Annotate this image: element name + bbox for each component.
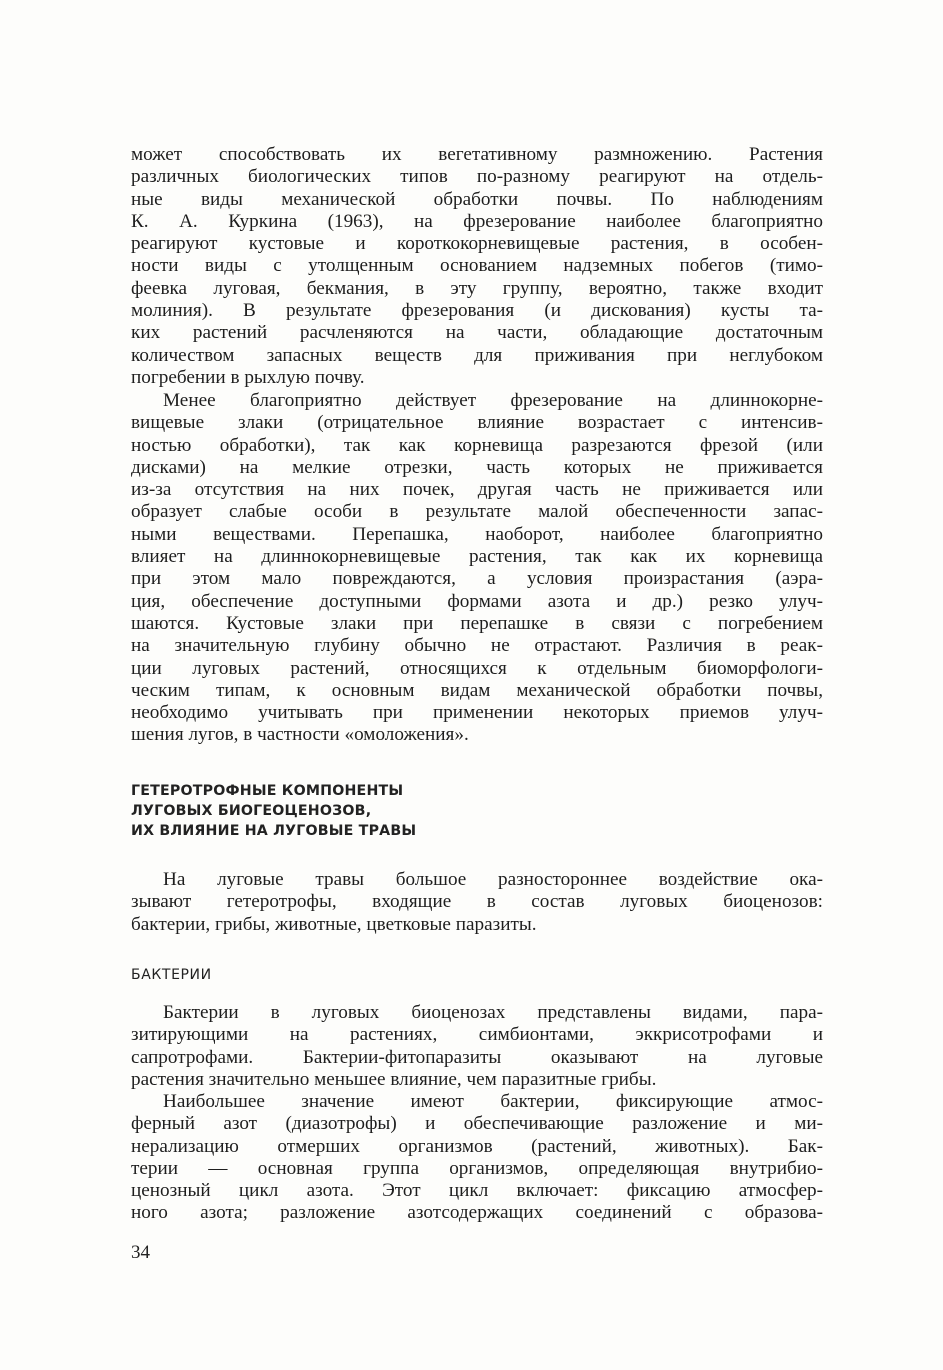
text-line: вищевые злаки (отрицательное влияние возрастает с интенсив- — [131, 412, 823, 434]
text-line: различных биологических типов по-разному реагируют на отдель- — [131, 166, 823, 188]
section-heading — [131, 781, 631, 841]
text-line: ные виды механической обработки почвы. По наблюдениям — [131, 188, 823, 210]
paragraph-vegetative-reproduction — [131, 144, 823, 389]
text-line: реагируют кустовые и короткокорневищевые растения, в особен- — [131, 233, 823, 255]
text-line: влияет на длиннокорневищевые растения, так как их корневища — [131, 546, 823, 568]
text-line: бактерии, грибы, животные, цветковые паразиты. — [131, 913, 537, 935]
text-line: Менее благоприятно действует фрезерование на длиннокорне- — [163, 390, 823, 411]
heading-line: ЛУГОВЫХ БИОГЕОЦЕНОЗОВ, — [131, 803, 372, 819]
paragraph-nitrogen-cycle — [131, 1091, 823, 1225]
text-line: образует слабые особи в результате малой обеспеченности запас- — [131, 501, 823, 523]
text-line: феевка луговая, бекмания, в эту группу, вероятно, также входит — [131, 277, 823, 299]
heading-line: ГЕТЕРОТРОФНЫЕ КОМПОНЕНТЫ — [131, 783, 404, 799]
text-line: из-за отсутствия на них почек, другая часть не приживается или — [131, 479, 823, 501]
text-line: молиния). В результате фрезерования (и дискования) кусты та- — [131, 300, 823, 322]
page-number: 34 — [131, 1242, 150, 1263]
text-line: на значительную глубину обычно не отрастают. Различия в реак- — [131, 635, 823, 657]
text-line: дисками) на мелкие отрезки, часть которых не приживается — [131, 456, 823, 478]
text-line: необходимо учитывать при применении некоторых приемов улуч- — [131, 702, 823, 724]
text-line: ными веществами. Перепашка, наоборот, наиболее благоприятно — [131, 523, 823, 545]
text-line: зывают гетеротрофы, входящие в состав луговых биоценозов: — [131, 891, 823, 913]
text-line: ции луговых растений, относящихся к отдельным биоморфологи- — [131, 657, 823, 679]
text-line: терии — основная группа организмов, определяющая внутрибио- — [131, 1157, 823, 1179]
text-line: К. А. Куркина (1963), на фрезерование наиболее благоприятно — [131, 210, 823, 232]
text-line: ности виды с утолщенным основанием надземных побегов (тимо- — [131, 255, 823, 277]
paragraph-milling-effects — [131, 390, 823, 747]
text-line: ного азота; разложение азотсодержащих соединений с образова- — [131, 1202, 823, 1224]
text-line: шения лугов, в частности «омоложения». — [131, 724, 469, 746]
text-line: зитирующими на растениях, симбионтами, эккрисотрофами и — [131, 1024, 823, 1046]
text-line: при этом мало повреждаются, а условия произрастания (аэра- — [131, 568, 823, 590]
heading-line: ИХ ВЛИЯНИЕ НА ЛУГОВЫЕ ТРАВЫ — [131, 823, 417, 839]
text-line: погребении в рыхлую почву. — [131, 366, 365, 388]
subsection-heading: БАКТЕРИИ — [131, 967, 212, 983]
text-line: ких растений расчленяются на части, обладающие достаточным — [131, 322, 823, 344]
text-line: шаются. Кустовые злаки при перепашке в связи с погребением — [131, 612, 823, 634]
text-line: может способствовать их вегетативному размножению. Растения — [131, 144, 823, 165]
text-line: нерализацию отмерших организмов (растений, животных). Бак- — [131, 1135, 823, 1157]
text-line: количеством запасных веществ для приживания при неглубоком — [131, 344, 823, 366]
text-line: сапротрофами. Бактерии-фитопаразиты оказывают на луговые — [131, 1046, 823, 1068]
text-line: ция, обеспечение доступными формами азота и др.) резко улуч- — [131, 590, 823, 612]
paragraph-heterotrophs-intro — [131, 869, 823, 936]
text-line: На луговые травы большое разностороннее воздействие ока- — [163, 869, 823, 890]
text-line: растения значительно меньшее влияние, чем паразитные грибы. — [131, 1068, 657, 1090]
text-line: ностью обработки), так как корневища разрезаются фрезой (или — [131, 434, 823, 456]
text-line: ценозный цикл азота. Этот цикл включает: фиксацию атмосфер- — [131, 1180, 823, 1202]
text-line: Бактерии в луговых биоценозах представлены видами, пара- — [163, 1002, 823, 1023]
text-line: ческим типам, к основным видам механической обработки почвы, — [131, 679, 823, 701]
text-line: Наибольшее значение имеют бактерии, фиксирующие атмос- — [163, 1091, 823, 1112]
text-line: ферный азот (диазотрофы) и обеспечивающие разложение и ми- — [131, 1113, 823, 1135]
paragraph-bacteria-types — [131, 1002, 823, 1091]
